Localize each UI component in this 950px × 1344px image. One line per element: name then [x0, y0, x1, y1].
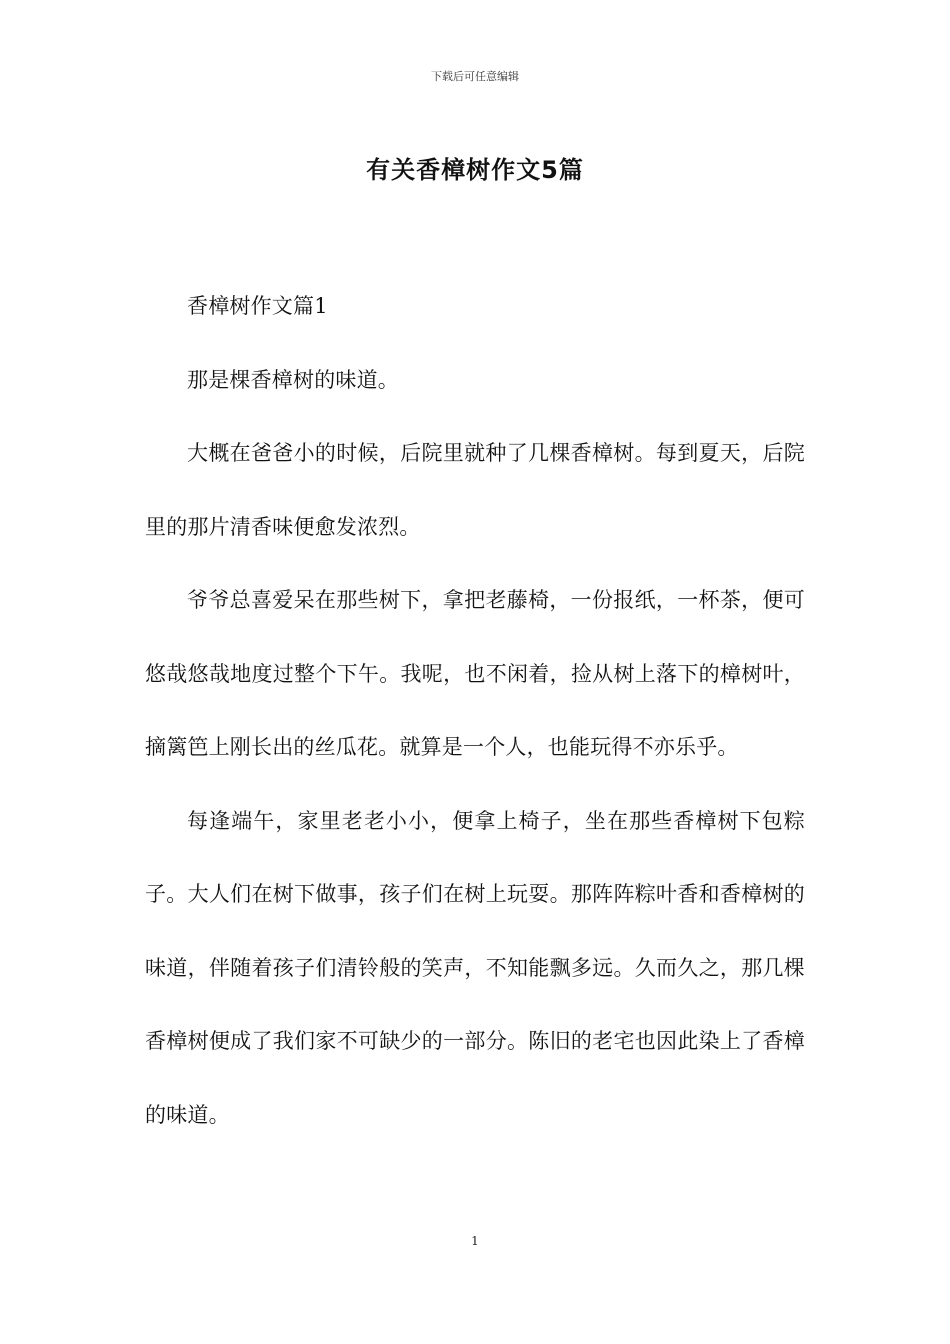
- page-number: 1: [471, 1234, 479, 1248]
- paragraph-section-heading: 香樟树作文篇1: [187, 294, 328, 318]
- paragraph: 每逢端午，家里老老小小，便拿上椅子，坐在那些香樟树下包粽子。大人们在树下做事，孩子们在树上玩耍。那阵阵粽叶香和香樟树的味道，伴随着孩子们清铃般的笑声，不知能飘多远。久而久之，那几棵香樟树便成了我们家不可缺少的一部分。陈旧的老宅也因此染上了香樟的味道。: [145, 808, 805, 1127]
- paragraph: 爷爷总喜爱呆在那些树下，拿把老藤椅，一份报纸，一杯茶，便可悠哉悠哉地度过整个下午。我呢，也不闲着，捡从树上落下的樟树叶，摘篱笆上刚长出的丝瓜花。就算是一个人，也能玩得不亦乐乎。: [145, 588, 805, 759]
- header-note: 下载后可任意编辑: [431, 70, 519, 83]
- paragraph: 那是棵香樟树的味道。: [187, 367, 399, 392]
- document-title: 有关香樟树作文5篇: [366, 156, 584, 184]
- paragraph: 大概在爸爸小的时候，后院里就种了几棵香樟树。每到夏天，后院里的那片清香味便愈发浓烈。: [145, 441, 805, 539]
- document-body: [145, 270, 805, 1152]
